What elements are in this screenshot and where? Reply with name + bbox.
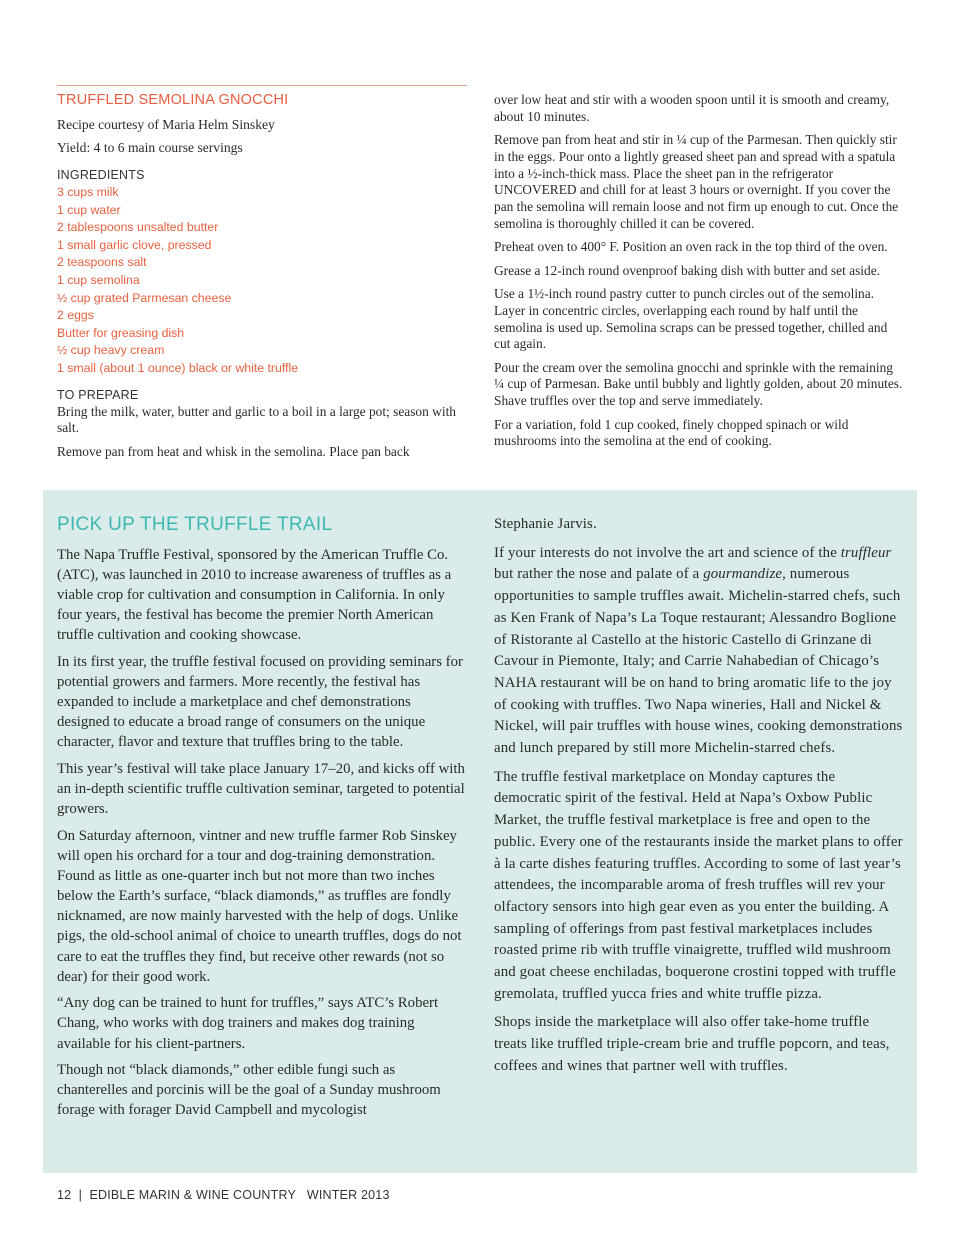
sidebar-column-left	[57, 514, 467, 1127]
recipe-yield: Yield: 4 to 6 main course servings	[57, 140, 243, 155]
recipe-step: Remove pan from heat and stir in ¼ cup of the Parmesan. Then quickly stir in the eggs. Pour onto a lightly greased sheet pan and spread with a spatula into a ½-inch-thick mass. Place the sheet pan in the refrigerator UNCOVERED and chill for at least 3 hours or overnight. If you cover the pan the semolina will remain loose and not firm up enough to cut. Once the semolina is thoroughly chilled it can be covered.	[494, 132, 899, 232]
ingredient-item: 1 small (about 1 ounce) black or white truffle	[57, 360, 299, 375]
ingredient-item: ½ cup grated Parmesan cheese	[57, 290, 232, 305]
sidebar-paragraph: Shops inside the marketplace will also offer take-home truffle treats like truffled triple-cream brie and truffle popcorn, and teas, coffees and wines that partner well with truffles.	[494, 1014, 890, 1074]
recipe-step: For a variation, fold 1 cup cooked, finely chopped spinach or wild mushrooms into the semolina at the end of cooking.	[494, 416, 849, 449]
sidebar-paragraph: On Saturday afternoon, vintner and new truffle farmer Rob Sinskey will open his orchard for a tour and dog-training demonstration. Found as little as one-quarter inch but not more than two inches below the Earth’s surface, “black diamonds,” as truffles are fondly nicknamed, are now mainly harvested with the help of dogs. Unlike pigs, the old-school animal of choice to unearth truffles, dogs do not care to eat the truffles they find, but receive other rewards (not so dear) for their good work.	[57, 828, 462, 985]
top-rule	[57, 85, 467, 86]
recipe-step: Pour the cream over the semolina gnocchi and sprinkle with the remaining ¼ cup of Parmesan. Bake until bubbly and lightly golden, about 20 minutes. Shave truffles over the top and serve immediately.	[494, 359, 903, 409]
ingredient-item: 2 tablespoons unsalted butter	[57, 220, 219, 235]
recipe-courtesy: Recipe courtesy of Maria Helm Sinskey	[57, 117, 275, 132]
truffle-trail-sidebar	[43, 490, 917, 1173]
ingredient-item: ½ cup heavy cream	[57, 343, 165, 358]
sidebar-paragraph: Stephanie Jarvis.	[494, 516, 597, 532]
italic-term: gourmandize	[703, 566, 783, 583]
recipe-step: Remove pan from heat and whisk in the semolina. Place pan back	[57, 443, 410, 459]
page-footer: 12 | EDIBLE MARIN & WINE COUNTRY WINTER 2013	[57, 1188, 390, 1202]
sidebar-paragraph: “Any dog can be trained to hunt for truffles,” says ATC’s Robert Chang, who works with dog trainers and makes dog training available for his client-partners.	[57, 995, 439, 1052]
ingredient-item: 1 cup semolina	[57, 272, 140, 287]
ingredient-item: 1 small garlic clove, pressed	[57, 237, 212, 252]
ingredient-item: 2 teaspoons salt	[57, 255, 147, 270]
recipe-column-left	[57, 92, 467, 467]
recipe-step: Grease a 12-inch round ovenproof baking dish with butter and set aside.	[494, 262, 880, 278]
sidebar-column-right	[494, 514, 906, 1085]
ingredient-item: Butter for greasing dish	[57, 325, 185, 340]
prepare-heading: TO PREPARE	[57, 387, 139, 402]
sidebar-title: PICK UP THE TRUFFLE TRAIL	[57, 514, 333, 535]
ingredient-item: 1 cup water	[57, 202, 121, 217]
sidebar-paragraph: The truffle festival marketplace on Monday captures the democratic spirit of the festival. Held at Napa’s Oxbow Public Market, the truffle festival marketplace is free and open to the public. Every one of the restaurants inside the market plans to offer à la carte dishes featuring truffles. According to some of last year’s attendees, the incomparable aroma of fresh truffles will rev your olfactory sensors into high gear even as you enter the building. A sampling of offerings from past festival marketplaces includes roasted prime rib with truffle vinaigrette, truffled wild mushroom and goat cheese enchiladas, boquerone crostini topped with truffle gremolata, truffled yucca fries and white truffle pizza.	[494, 768, 903, 1002]
ingredients-heading: INGREDIENTS	[57, 168, 145, 182]
italic-term: truffleur	[840, 544, 892, 561]
sidebar-paragraph: In its first year, the truffle festival focused on providing seminars for potential growers and farmers. More recently, the festival has expanded to include a marketplace and chef demonstrations designed to educate a broad range of consumers on the unique character, flavor and texture that truffles bring to the table.	[57, 654, 463, 751]
ingredient-item: 2 eggs	[57, 308, 94, 323]
text-run: , numerous opportunities to sample truffles await. Michelin-starred chefs, such as Ken Frank of Napa’s La Toque restaurant; Alessandro Boglione of Ristorante al Castello at the historic Castello di Grinzane di Cavour in Piemonte, Italy; and Carrie Nahabedian of Chicago’s NAHA restaurant will be on hand to bring aromatic life to the joy of cooking with truffles. Two Napa wineries, Hall and Nickel & Nickel, will pair truffles with house wines, cooking demonstrations and lunch prepared by still more Michelin-starred chefs.	[494, 566, 903, 757]
recipe-title: TRUFFLED SEMOLINA GNOCCHI	[57, 92, 289, 108]
recipe-step: over low heat and stir with a wooden spoon until it is smooth and creamy, about 10 minutes.	[494, 92, 890, 124]
sidebar-paragraph: The Napa Truffle Festival, sponsored by the American Truffle Co. (ATC), was launched in 2010 to increase awareness of truffles as a viable crop for cultivation and consumption in California. In only four years, the festival has become the premier North American truffle cultivation and cooking showcase.	[57, 547, 452, 644]
recipe-column-right	[494, 92, 906, 457]
recipe-step: Preheat oven to 400° F. Position an oven rack in the top third of the oven.	[494, 239, 888, 255]
sidebar-paragraph: Though not “black diamonds,” other edible fungi such as chanterelles and porcinis will be the goal of a Sunday mushroom forage with forager David Campbell and mycologist	[57, 1062, 441, 1119]
recipe-step: Use a 1½-inch round pastry cutter to punch circles out of the semolina. Layer in concentric circles, overlapping each round by half until the semolina is used up. Semolina scraps can be pressed together, chilled and cut again.	[494, 285, 888, 352]
sidebar-paragraph: This year’s festival will take place January 17–20, and kicks off with an in-depth scientific truffle cultivation seminar, targeted to potential growers.	[57, 761, 465, 818]
text-run: but rather the nose and palate of a	[494, 566, 704, 583]
text-run: If your interests do not involve the art and science of the	[494, 544, 841, 561]
recipe-step: Bring the milk, water, butter and garlic to a boil in a large pot; season with salt.	[57, 403, 456, 436]
ingredients-list	[57, 184, 467, 378]
ingredient-item: 3 cups milk	[57, 185, 119, 199]
sidebar-paragraph	[494, 543, 906, 760]
